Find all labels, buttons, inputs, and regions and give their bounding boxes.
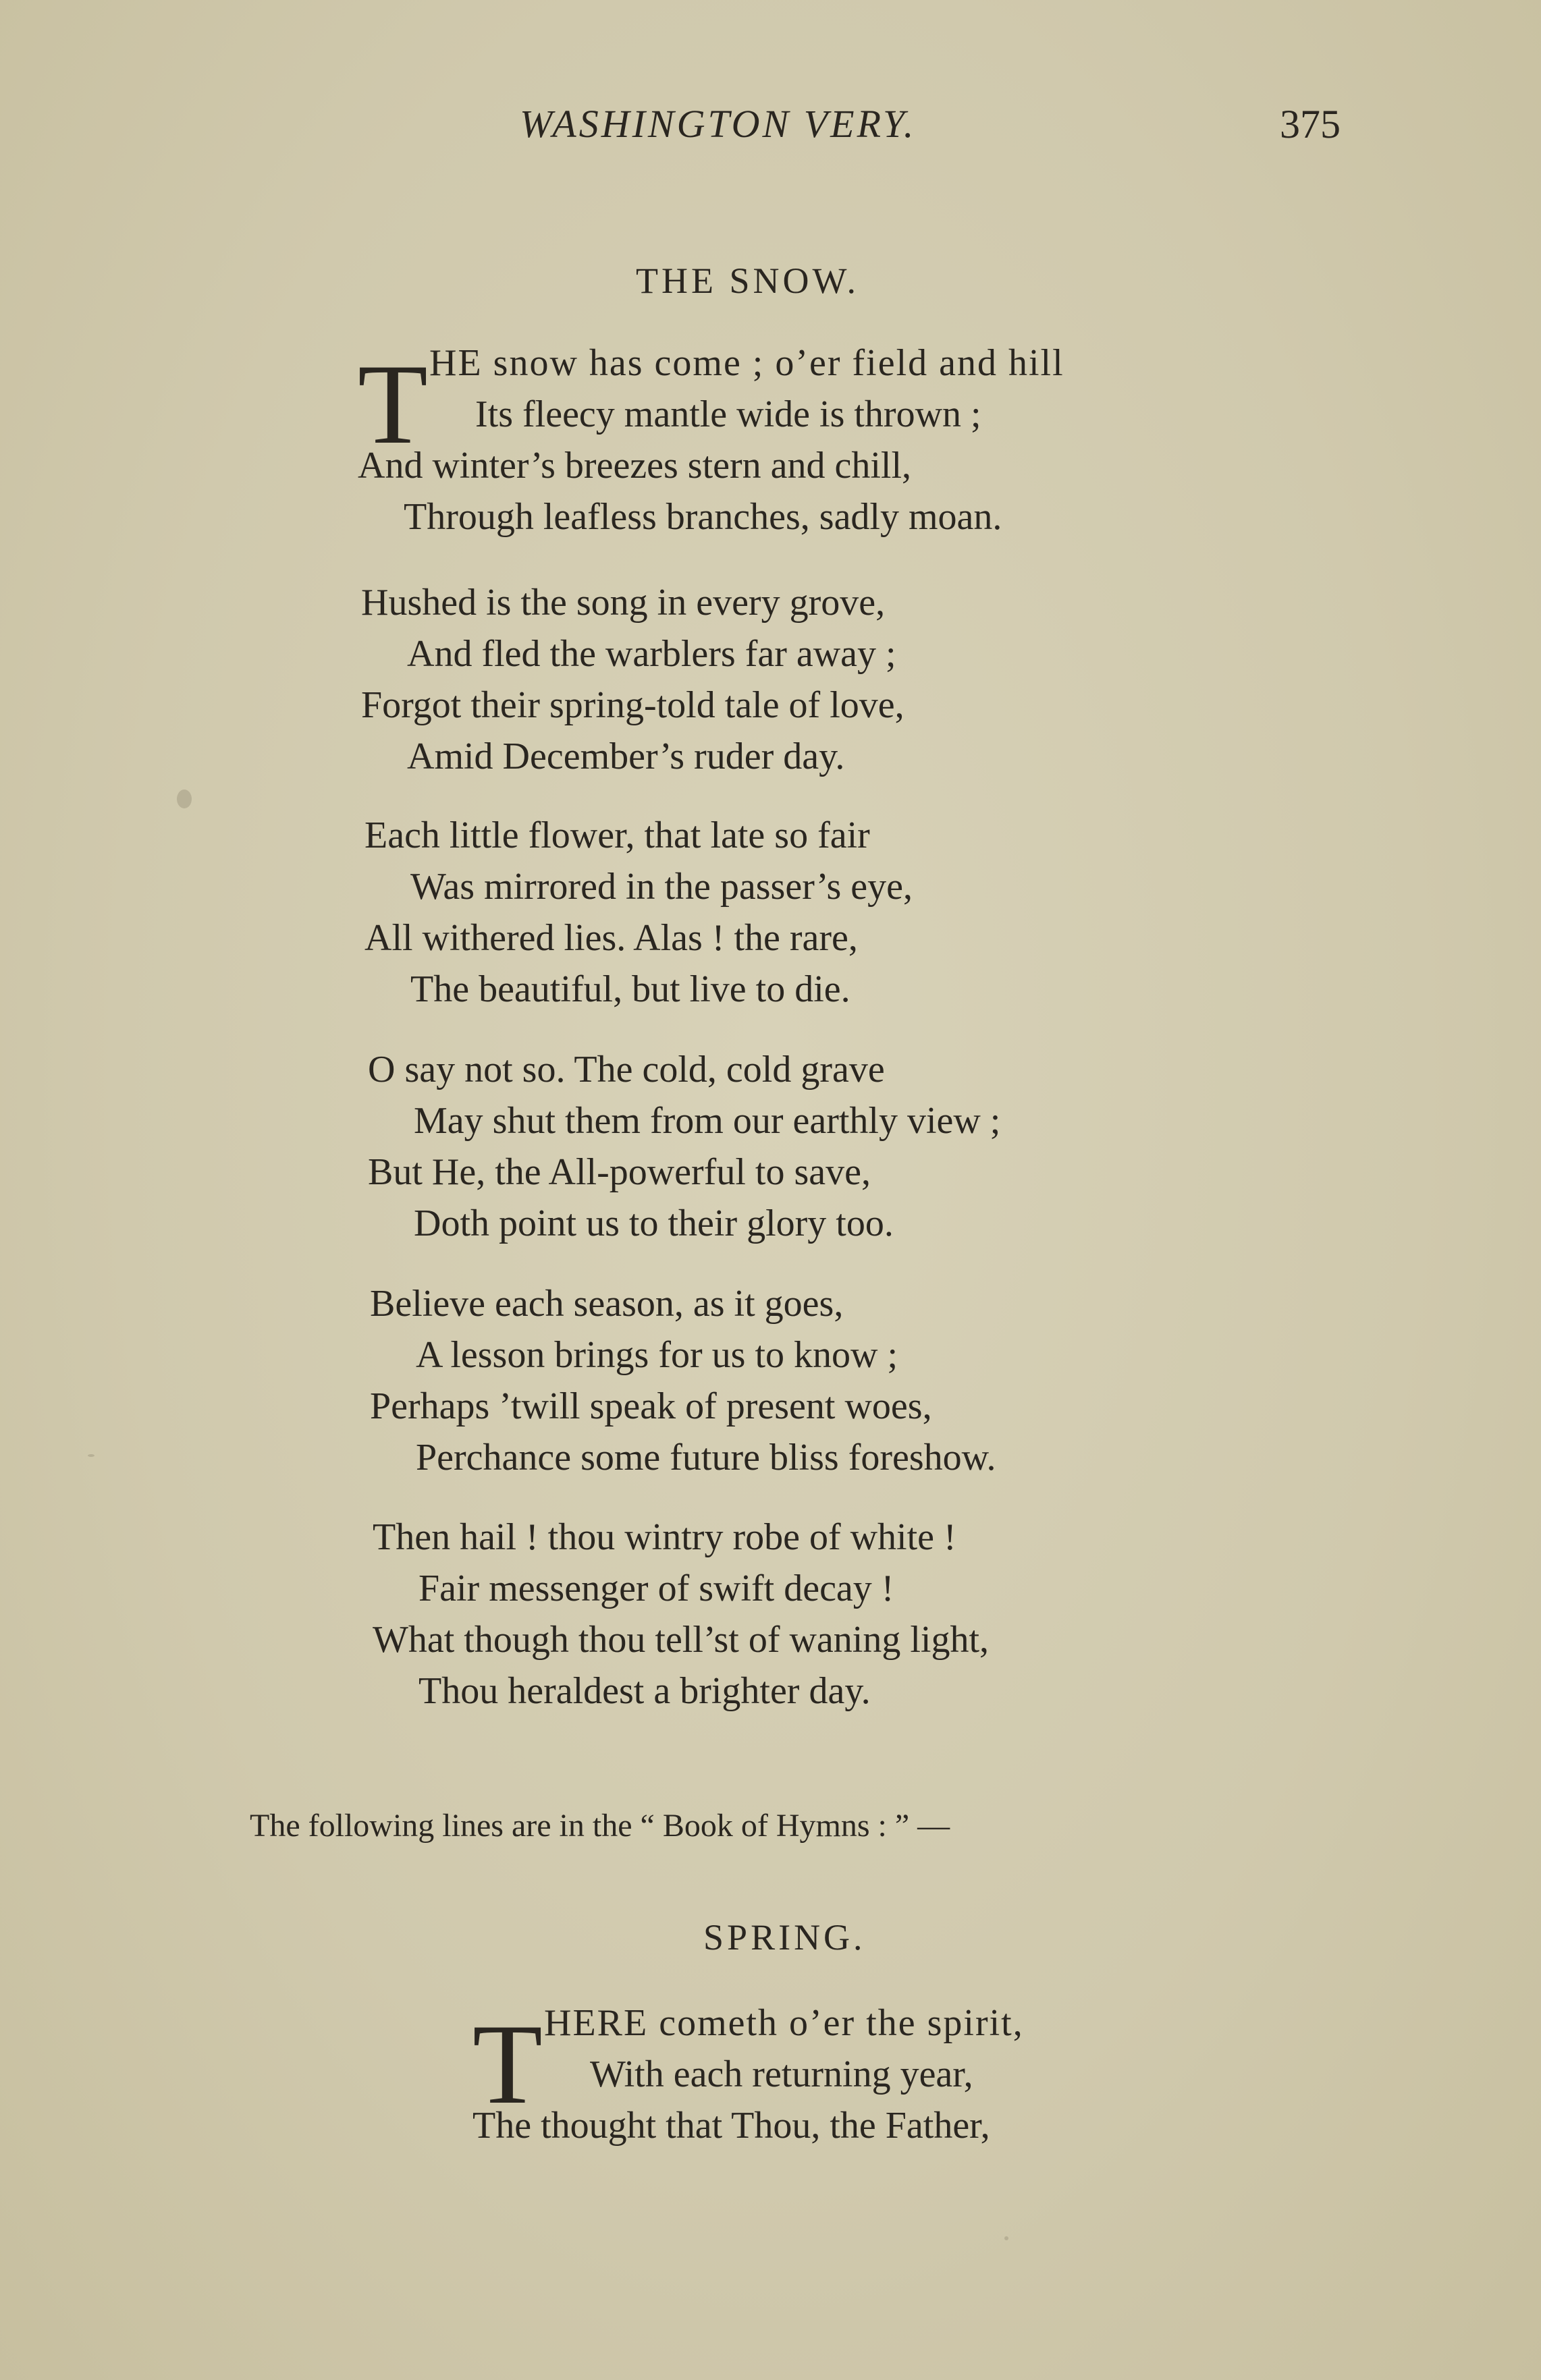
poem-line: Thou heraldest a brighter day.	[418, 1670, 871, 1712]
poem-line: Was mirrored in the passer’s eye,	[410, 866, 913, 908]
poem-title-snow: THE SNOW.	[636, 260, 860, 301]
first-line-text: HE snow has come ; o’er field and hill	[429, 342, 1064, 384]
stanza-4	[368, 1044, 1245, 1249]
stanza-3	[364, 810, 1242, 1015]
poem-line: Its fleecy mantle wide is thrown ;	[475, 393, 981, 435]
poem-line: Forgot their spring-told tale of love,	[361, 684, 904, 726]
first-line-text: HERE cometh o’er the spirit,	[544, 2002, 1024, 2044]
paper-speck	[1004, 2236, 1008, 2240]
poem-line: And fled the warblers far away ;	[407, 633, 896, 675]
poem-line: The beautiful, but live to die.	[410, 968, 850, 1010]
poem-line	[429, 337, 1235, 389]
page-number: 375	[1280, 102, 1341, 146]
paper-speck	[88, 1454, 94, 1457]
poem-line: Believe each season, as it goes,	[370, 1283, 844, 1325]
poem-line: But He, the All-powerful to save,	[368, 1151, 871, 1193]
poem-line: Doth point us to their glory too.	[414, 1202, 894, 1244]
poem-line: The thought that Thou, the Father,	[472, 2105, 990, 2147]
poem-line: And winter’s breezes stern and chill,	[358, 445, 912, 487]
poem-line: Hushed is the song in every grove,	[361, 582, 886, 624]
running-header: WASHINGTON VERY.	[520, 102, 917, 146]
stanza-1	[358, 337, 1235, 543]
spring-stanza-1	[472, 1997, 1282, 2151]
poem-line: Through leafless branches, sadly moan.	[404, 496, 1002, 538]
poem-line: Then hail ! thou wintry robe of white !	[373, 1516, 956, 1558]
poem-title-spring: SPRING.	[703, 1917, 866, 1958]
paper-speck	[177, 790, 192, 808]
poem-line: A lesson brings for us to know ;	[416, 1334, 898, 1376]
drop-cap: T	[358, 341, 428, 468]
stanza-5	[370, 1278, 1247, 1483]
poem-line: Each little flower, that late so fair	[364, 814, 870, 856]
poem-line: May shut them from our earthly view ;	[414, 1100, 1001, 1142]
stanza-2	[361, 577, 1239, 782]
poem-line: With each returning year,	[590, 2053, 973, 2095]
poem-line: Fair messenger of swift decay !	[418, 1568, 894, 1609]
intro-text: The following lines are in the “ Book of Hymns : ” —	[250, 1808, 950, 1844]
stanza-6	[373, 1512, 1250, 1717]
drop-cap: T	[472, 2001, 543, 2128]
poem-line: What though thou tell’st of waning light,	[373, 1619, 990, 1661]
poem-line	[544, 1997, 1282, 2049]
poem-line: Amid December’s ruder day.	[407, 736, 845, 777]
poem-line: Perchance some future bliss foreshow.	[416, 1437, 996, 1478]
poem-line: Perhaps ’twill speak of present woes,	[370, 1385, 932, 1427]
poem-line: All withered lies. Alas ! the rare,	[364, 917, 858, 959]
poem-line: O say not so. The cold, cold grave	[368, 1049, 885, 1090]
